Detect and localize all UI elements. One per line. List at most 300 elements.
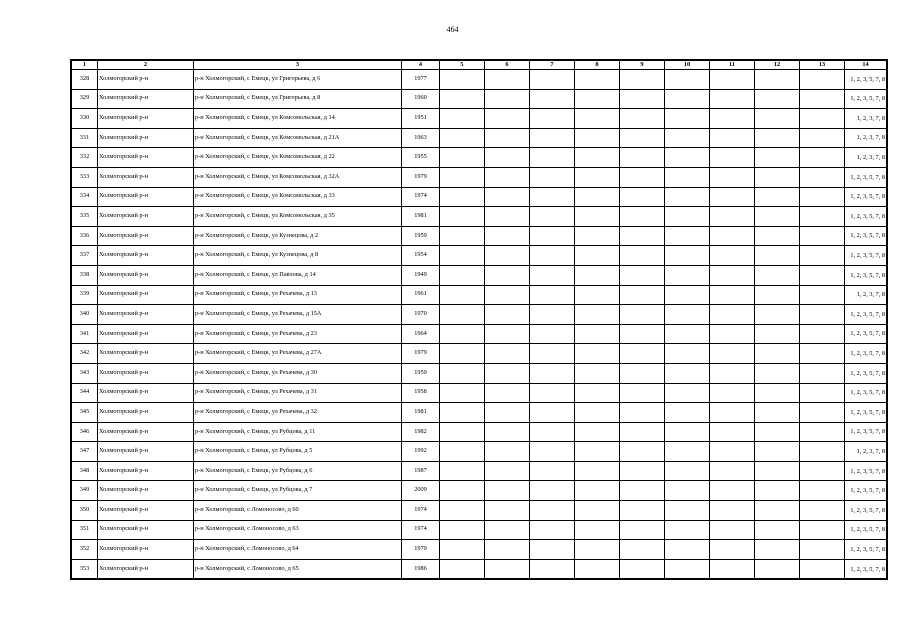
empty-cell-col-10 — [665, 540, 710, 560]
empty-cell-col-8 — [575, 128, 620, 148]
empty-cell-col-5 — [440, 383, 485, 403]
empty-cell-col-5 — [440, 305, 485, 325]
empty-cell-col-9 — [620, 324, 665, 344]
address-cell: р-н Холмогорский, с Емецк, ул Павлова, д 14 — [194, 265, 402, 285]
empty-cell-col-12 — [755, 187, 800, 207]
empty-cell-col-5 — [440, 226, 485, 246]
empty-cell-col-9 — [620, 109, 665, 129]
empty-cell-col-9 — [620, 540, 665, 560]
codes-cell: 1, 2, 3, 5, 7, 8 — [845, 344, 887, 364]
empty-cell-col-12 — [755, 148, 800, 168]
empty-cell-col-6 — [485, 422, 530, 442]
empty-cell-col-13 — [800, 461, 845, 481]
table-row — [72, 501, 887, 521]
row-number-cell: 336 — [72, 226, 98, 246]
district-cell: Холмогорский р-н — [98, 344, 194, 364]
empty-cell-col-7 — [530, 540, 575, 560]
empty-cell-col-8 — [575, 559, 620, 579]
column-header-9: 9 — [620, 61, 665, 70]
row-number-cell: 346 — [72, 422, 98, 442]
empty-cell-col-13 — [800, 109, 845, 129]
district-cell: Холмогорский р-н — [98, 167, 194, 187]
empty-cell-col-11 — [710, 442, 755, 462]
empty-cell-col-7 — [530, 363, 575, 383]
address-cell: р-н Холмогорский, с Емецк, ул Рехачева, д 30 — [194, 363, 402, 383]
codes-cell: 1, 2, 3, 7, 8 — [845, 442, 887, 462]
row-number-cell: 330 — [72, 109, 98, 129]
empty-cell-col-10 — [665, 461, 710, 481]
empty-cell-col-10 — [665, 481, 710, 501]
column-header-3: 3 — [194, 61, 402, 70]
empty-cell-col-13 — [800, 148, 845, 168]
empty-cell-col-13 — [800, 383, 845, 403]
address-cell: р-н Холмогорский, с Ломоносово, д 60 — [194, 501, 402, 521]
empty-cell-col-9 — [620, 187, 665, 207]
table-row — [72, 109, 887, 129]
empty-cell-col-12 — [755, 403, 800, 423]
codes-cell: 1, 2, 3, 7, 8 — [845, 109, 887, 129]
empty-cell-col-11 — [710, 285, 755, 305]
year-cell: 2009 — [402, 481, 440, 501]
empty-cell-col-10 — [665, 559, 710, 579]
column-header-1: 1 — [72, 61, 98, 70]
empty-cell-col-5 — [440, 109, 485, 129]
address-cell: р-н Холмогорский, с Емецк, ул Рехачева, д 13 — [194, 285, 402, 305]
empty-cell-col-13 — [800, 363, 845, 383]
district-cell: Холмогорский р-н — [98, 305, 194, 325]
address-cell: р-н Холмогорский, с Емецк, ул Рехачева, д 23 — [194, 324, 402, 344]
row-number-cell: 343 — [72, 363, 98, 383]
table-row — [72, 520, 887, 540]
empty-cell-col-13 — [800, 167, 845, 187]
row-number-cell: 348 — [72, 461, 98, 481]
codes-cell: 1, 2, 3, 5, 7, 8 — [845, 187, 887, 207]
empty-cell-col-7 — [530, 383, 575, 403]
empty-cell-col-11 — [710, 207, 755, 227]
district-cell: Холмогорский р-н — [98, 363, 194, 383]
codes-cell: 1, 2, 3, 5, 7, 8 — [845, 89, 887, 109]
empty-cell-col-12 — [755, 481, 800, 501]
codes-cell: 1, 2, 3, 5, 7, 8 — [845, 461, 887, 481]
table-row — [72, 442, 887, 462]
district-cell: Холмогорский р-н — [98, 461, 194, 481]
year-cell: 1960 — [402, 89, 440, 109]
empty-cell-col-13 — [800, 559, 845, 579]
codes-cell: 1, 2, 3, 5, 7, 8 — [845, 305, 887, 325]
codes-cell: 1, 2, 3, 5, 7, 8 — [845, 265, 887, 285]
empty-cell-col-13 — [800, 481, 845, 501]
table-row — [72, 540, 887, 560]
empty-cell-col-8 — [575, 265, 620, 285]
table-row — [72, 128, 887, 148]
empty-cell-col-5 — [440, 70, 485, 90]
empty-cell-col-5 — [440, 207, 485, 227]
empty-cell-col-8 — [575, 461, 620, 481]
empty-cell-col-8 — [575, 403, 620, 423]
row-number-cell: 339 — [72, 285, 98, 305]
empty-cell-col-13 — [800, 520, 845, 540]
year-cell: 1961 — [402, 285, 440, 305]
empty-cell-col-12 — [755, 265, 800, 285]
empty-cell-col-10 — [665, 226, 710, 246]
empty-cell-col-12 — [755, 442, 800, 462]
empty-cell-col-8 — [575, 520, 620, 540]
empty-cell-col-11 — [710, 383, 755, 403]
empty-cell-col-12 — [755, 520, 800, 540]
empty-cell-col-13 — [800, 265, 845, 285]
row-number-cell: 341 — [72, 324, 98, 344]
year-cell: 1954 — [402, 246, 440, 266]
empty-cell-col-10 — [665, 305, 710, 325]
empty-cell-col-9 — [620, 442, 665, 462]
empty-cell-col-5 — [440, 344, 485, 364]
empty-cell-col-9 — [620, 422, 665, 442]
empty-cell-col-5 — [440, 363, 485, 383]
table-row — [72, 70, 887, 90]
empty-cell-col-5 — [440, 403, 485, 423]
column-header-14: 14 — [845, 61, 887, 70]
empty-cell-col-10 — [665, 403, 710, 423]
address-cell: р-н Холмогорский, с Емецк, ул Рубцова, д 6 — [194, 461, 402, 481]
table-row — [72, 207, 887, 227]
table-row — [72, 403, 887, 423]
row-number-cell: 352 — [72, 540, 98, 560]
column-header-7: 7 — [530, 61, 575, 70]
empty-cell-col-7 — [530, 148, 575, 168]
address-cell: р-н Холмогорский, с Емецк, ул Григорьева, д 8 — [194, 89, 402, 109]
empty-cell-col-7 — [530, 167, 575, 187]
empty-cell-col-11 — [710, 109, 755, 129]
codes-cell: 1, 2, 3, 5, 7, 8 — [845, 403, 887, 423]
column-header-13: 13 — [800, 61, 845, 70]
row-number-cell: 351 — [72, 520, 98, 540]
codes-cell: 1, 2, 3, 5, 7, 8 — [845, 363, 887, 383]
year-cell: 1979 — [402, 167, 440, 187]
empty-cell-col-10 — [665, 128, 710, 148]
empty-cell-col-6 — [485, 207, 530, 227]
empty-cell-col-7 — [530, 285, 575, 305]
empty-cell-col-13 — [800, 128, 845, 148]
district-cell: Холмогорский р-н — [98, 285, 194, 305]
empty-cell-col-11 — [710, 501, 755, 521]
codes-cell: 1, 2, 3, 5, 7, 8 — [845, 501, 887, 521]
empty-cell-col-11 — [710, 324, 755, 344]
empty-cell-col-6 — [485, 383, 530, 403]
empty-cell-col-9 — [620, 481, 665, 501]
address-cell: р-н Холмогорский, с Емецк, ул Рехачева, д 31 — [194, 383, 402, 403]
year-cell: 1955 — [402, 148, 440, 168]
codes-cell: 1, 2, 3, 5, 7, 8 — [845, 167, 887, 187]
row-number-cell: 335 — [72, 207, 98, 227]
empty-cell-col-6 — [485, 540, 530, 560]
address-cell: р-н Холмогорский, с Емецк, ул Рубцова, д 7 — [194, 481, 402, 501]
empty-cell-col-7 — [530, 422, 575, 442]
district-cell: Холмогорский р-н — [98, 89, 194, 109]
district-cell: Холмогорский р-н — [98, 128, 194, 148]
row-number-cell: 329 — [72, 89, 98, 109]
empty-cell-col-13 — [800, 305, 845, 325]
table-row — [72, 148, 887, 168]
empty-cell-col-8 — [575, 344, 620, 364]
codes-cell: 1, 2, 3, 5, 7, 8 — [845, 559, 887, 579]
year-cell: 1982 — [402, 422, 440, 442]
empty-cell-col-10 — [665, 383, 710, 403]
empty-cell-col-10 — [665, 285, 710, 305]
table-header-row — [72, 61, 887, 70]
empty-cell-col-6 — [485, 265, 530, 285]
empty-cell-col-5 — [440, 128, 485, 148]
empty-cell-col-9 — [620, 305, 665, 325]
empty-cell-col-13 — [800, 324, 845, 344]
empty-cell-col-7 — [530, 501, 575, 521]
address-cell: р-н Холмогорский, с Емецк, ул Комсомольская, д 33 — [194, 187, 402, 207]
empty-cell-col-11 — [710, 559, 755, 579]
empty-cell-col-12 — [755, 128, 800, 148]
empty-cell-col-7 — [530, 403, 575, 423]
address-cell: р-н Холмогорский, с Емецк, ул Кузнецова, д 2 — [194, 226, 402, 246]
empty-cell-col-10 — [665, 207, 710, 227]
empty-cell-col-11 — [710, 403, 755, 423]
codes-cell: 1, 2, 3, 7, 8 — [845, 285, 887, 305]
row-number-cell: 340 — [72, 305, 98, 325]
empty-cell-col-6 — [485, 520, 530, 540]
empty-cell-col-8 — [575, 285, 620, 305]
empty-cell-col-12 — [755, 70, 800, 90]
column-header-5: 5 — [440, 61, 485, 70]
row-number-cell: 350 — [72, 501, 98, 521]
row-number-cell: 344 — [72, 383, 98, 403]
empty-cell-col-10 — [665, 422, 710, 442]
address-cell: р-н Холмогорский, с Емецк, ул Рехачева, д 32 — [194, 403, 402, 423]
empty-cell-col-9 — [620, 148, 665, 168]
district-cell: Холмогорский р-н — [98, 109, 194, 129]
empty-cell-col-5 — [440, 324, 485, 344]
empty-cell-col-7 — [530, 187, 575, 207]
empty-cell-col-13 — [800, 207, 845, 227]
empty-cell-col-9 — [620, 403, 665, 423]
table-row — [72, 187, 887, 207]
district-cell: Холмогорский р-н — [98, 70, 194, 90]
empty-cell-col-12 — [755, 207, 800, 227]
empty-cell-col-5 — [440, 148, 485, 168]
year-cell: 1981 — [402, 403, 440, 423]
codes-cell: 1, 2, 3, 5, 7, 8 — [845, 226, 887, 246]
empty-cell-col-6 — [485, 89, 530, 109]
codes-cell: 1, 2, 3, 5, 7, 8 — [845, 422, 887, 442]
empty-cell-col-11 — [710, 422, 755, 442]
district-cell: Холмогорский р-н — [98, 540, 194, 560]
empty-cell-col-13 — [800, 540, 845, 560]
empty-cell-col-7 — [530, 559, 575, 579]
housing-register-table — [71, 60, 887, 579]
empty-cell-col-9 — [620, 207, 665, 227]
page-number: 464 — [446, 25, 459, 34]
address-cell: р-н Холмогорский, с Емецк, ул Рехачева, д 27А — [194, 344, 402, 364]
address-cell: р-н Холмогорский, с Емецк, ул Рубцова, д 11 — [194, 422, 402, 442]
codes-cell: 1, 2, 3, 5, 7, 8 — [845, 540, 887, 560]
empty-cell-col-8 — [575, 481, 620, 501]
district-cell: Холмогорский р-н — [98, 442, 194, 462]
empty-cell-col-10 — [665, 246, 710, 266]
empty-cell-col-12 — [755, 285, 800, 305]
empty-cell-col-8 — [575, 363, 620, 383]
year-cell: 1977 — [402, 70, 440, 90]
empty-cell-col-10 — [665, 324, 710, 344]
empty-cell-col-8 — [575, 187, 620, 207]
empty-cell-col-12 — [755, 559, 800, 579]
row-number-cell: 349 — [72, 481, 98, 501]
row-number-cell: 345 — [72, 403, 98, 423]
empty-cell-col-8 — [575, 324, 620, 344]
empty-cell-col-9 — [620, 70, 665, 90]
empty-cell-col-13 — [800, 422, 845, 442]
empty-cell-col-10 — [665, 70, 710, 90]
empty-cell-col-11 — [710, 344, 755, 364]
year-cell: 1959 — [402, 363, 440, 383]
empty-cell-col-8 — [575, 148, 620, 168]
address-cell: р-н Холмогорский, с Емецк, ул Комсомольская, д 14 — [194, 109, 402, 129]
row-number-cell: 347 — [72, 442, 98, 462]
empty-cell-col-5 — [440, 285, 485, 305]
empty-cell-col-8 — [575, 383, 620, 403]
empty-cell-col-10 — [665, 265, 710, 285]
empty-cell-col-10 — [665, 442, 710, 462]
table-row — [72, 89, 887, 109]
year-cell: 1974 — [402, 520, 440, 540]
codes-cell: 1, 2, 3, 5, 7, 8 — [845, 207, 887, 227]
year-cell: 1964 — [402, 324, 440, 344]
empty-cell-col-5 — [440, 187, 485, 207]
empty-cell-col-9 — [620, 520, 665, 540]
empty-cell-col-13 — [800, 246, 845, 266]
empty-cell-col-8 — [575, 422, 620, 442]
codes-cell: 1, 2, 3, 5, 7, 8 — [845, 383, 887, 403]
year-cell: 1987 — [402, 461, 440, 481]
empty-cell-col-10 — [665, 501, 710, 521]
empty-cell-col-9 — [620, 89, 665, 109]
district-cell: Холмогорский р-н — [98, 148, 194, 168]
empty-cell-col-9 — [620, 167, 665, 187]
table-row — [72, 324, 887, 344]
empty-cell-col-11 — [710, 246, 755, 266]
codes-cell: 1, 2, 3, 5, 7, 8 — [845, 520, 887, 540]
codes-cell: 1, 2, 3, 5, 7, 8 — [845, 70, 887, 90]
empty-cell-col-10 — [665, 363, 710, 383]
empty-cell-col-7 — [530, 265, 575, 285]
empty-cell-col-13 — [800, 285, 845, 305]
year-cell: 1981 — [402, 207, 440, 227]
empty-cell-col-5 — [440, 461, 485, 481]
codes-cell: 1, 2, 3, 7, 8 — [845, 128, 887, 148]
empty-cell-col-6 — [485, 305, 530, 325]
empty-cell-col-7 — [530, 305, 575, 325]
year-cell: 1979 — [402, 540, 440, 560]
table-row — [72, 285, 887, 305]
empty-cell-col-12 — [755, 246, 800, 266]
empty-cell-col-6 — [485, 246, 530, 266]
empty-cell-col-13 — [800, 403, 845, 423]
empty-cell-col-5 — [440, 89, 485, 109]
column-header-4: 4 — [402, 61, 440, 70]
empty-cell-col-8 — [575, 305, 620, 325]
empty-cell-col-11 — [710, 70, 755, 90]
empty-cell-col-10 — [665, 344, 710, 364]
empty-cell-col-5 — [440, 559, 485, 579]
empty-cell-col-11 — [710, 461, 755, 481]
empty-cell-col-8 — [575, 442, 620, 462]
year-cell: 1992 — [402, 442, 440, 462]
empty-cell-col-6 — [485, 363, 530, 383]
column-header-11: 11 — [710, 61, 755, 70]
row-number-cell: 332 — [72, 148, 98, 168]
empty-cell-col-9 — [620, 501, 665, 521]
empty-cell-col-7 — [530, 520, 575, 540]
empty-cell-col-13 — [800, 89, 845, 109]
empty-cell-col-7 — [530, 344, 575, 364]
address-cell: р-н Холмогорский, с Емецк, ул Комсомольская, д 22 — [194, 148, 402, 168]
year-cell: 1949 — [402, 265, 440, 285]
empty-cell-col-12 — [755, 540, 800, 560]
row-number-cell: 333 — [72, 167, 98, 187]
empty-cell-col-11 — [710, 363, 755, 383]
empty-cell-col-11 — [710, 481, 755, 501]
district-cell: Холмогорский р-н — [98, 422, 194, 442]
table-row — [72, 383, 887, 403]
empty-cell-col-6 — [485, 128, 530, 148]
empty-cell-col-6 — [485, 167, 530, 187]
empty-cell-col-9 — [620, 383, 665, 403]
empty-cell-col-7 — [530, 324, 575, 344]
codes-cell: 1, 2, 3, 5, 7, 8 — [845, 324, 887, 344]
empty-cell-col-12 — [755, 167, 800, 187]
empty-cell-col-6 — [485, 70, 530, 90]
empty-cell-col-6 — [485, 187, 530, 207]
empty-cell-col-8 — [575, 246, 620, 266]
district-cell: Холмогорский р-н — [98, 187, 194, 207]
address-cell: р-н Холмогорский, с Ломоносово, д 64 — [194, 540, 402, 560]
empty-cell-col-9 — [620, 559, 665, 579]
empty-cell-col-11 — [710, 128, 755, 148]
row-number-cell: 328 — [72, 70, 98, 90]
empty-cell-col-9 — [620, 246, 665, 266]
district-cell: Холмогорский р-н — [98, 520, 194, 540]
empty-cell-col-11 — [710, 187, 755, 207]
table-body — [72, 70, 887, 579]
column-header-12: 12 — [755, 61, 800, 70]
table-row — [72, 363, 887, 383]
empty-cell-col-7 — [530, 481, 575, 501]
empty-cell-col-10 — [665, 187, 710, 207]
empty-cell-col-6 — [485, 501, 530, 521]
empty-cell-col-12 — [755, 344, 800, 364]
empty-cell-col-9 — [620, 226, 665, 246]
empty-cell-col-10 — [665, 89, 710, 109]
codes-cell: 1, 2, 3, 7, 8 — [845, 148, 887, 168]
empty-cell-col-5 — [440, 167, 485, 187]
table-row — [72, 559, 887, 579]
address-cell: р-н Холмогорский, с Емецк, ул Рубцова, д 5 — [194, 442, 402, 462]
year-cell: 1963 — [402, 128, 440, 148]
empty-cell-col-7 — [530, 226, 575, 246]
empty-cell-col-13 — [800, 442, 845, 462]
empty-cell-col-13 — [800, 70, 845, 90]
table-row — [72, 265, 887, 285]
empty-cell-col-6 — [485, 481, 530, 501]
empty-cell-col-6 — [485, 285, 530, 305]
table-row — [72, 344, 887, 364]
empty-cell-col-9 — [620, 461, 665, 481]
empty-cell-col-8 — [575, 540, 620, 560]
